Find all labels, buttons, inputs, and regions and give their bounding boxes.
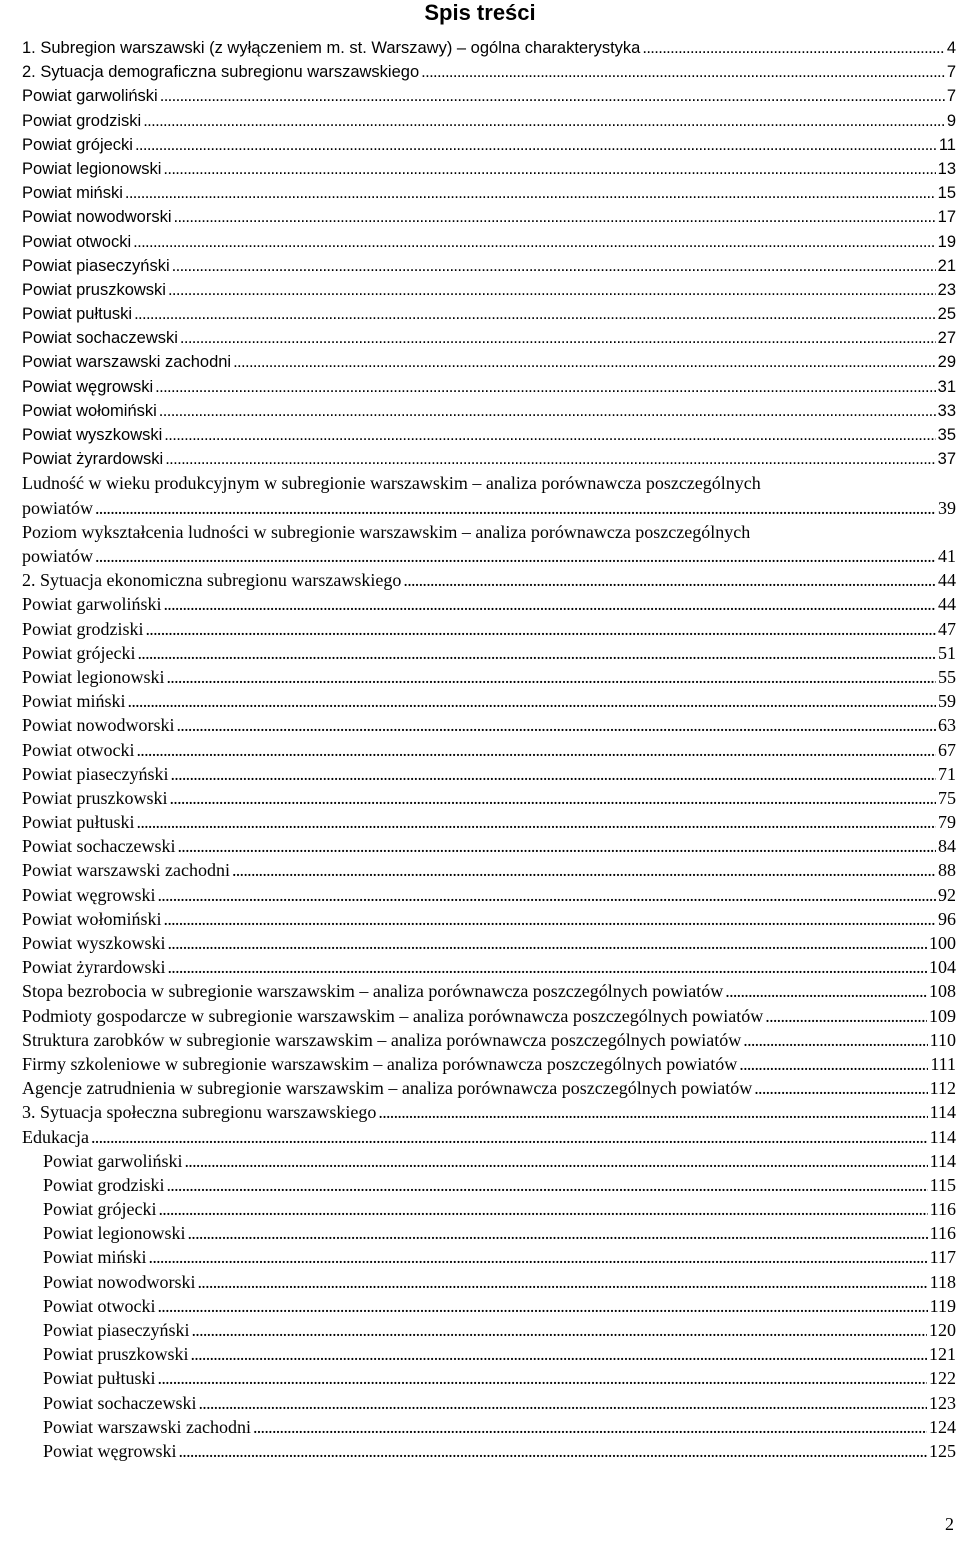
toc-entry[interactable]: [22, 979, 956, 1003]
toc-entry-page: 88: [938, 860, 956, 881]
dot-leader: [421, 60, 945, 84]
dot-leader: [725, 979, 927, 1003]
toc-entry-label: Powiat żyrardowski: [22, 957, 166, 978]
toc-entry[interactable]: [22, 1342, 956, 1366]
toc-entry-label: Powiat wyszkowski: [22, 933, 166, 953]
toc-entry[interactable]: [22, 592, 956, 616]
toc-entry-label: Struktura zarobków w subregionie warszawskim – analiza porównawcza poszczególnych powiatów: [22, 1029, 742, 1050]
dot-leader: [177, 834, 936, 858]
toc-entry-label: Powiat węgrowski: [22, 377, 154, 396]
toc-entry[interactable]: [22, 1245, 956, 1269]
dot-leader: [158, 883, 937, 907]
toc-entry[interactable]: [22, 1100, 956, 1124]
toc-entry[interactable]: [22, 786, 956, 810]
toc-entry-page: 115: [929, 1174, 956, 1195]
dot-leader: [95, 544, 936, 568]
dot-leader: [95, 496, 936, 520]
dot-leader: [91, 1125, 928, 1149]
toc-entry-page: 109: [929, 1005, 956, 1026]
toc-entry-label: Powiat pruszkowski: [22, 280, 166, 299]
dot-leader: [158, 1197, 927, 1221]
toc-entry-page: 7: [946, 87, 956, 106]
dot-leader: [137, 810, 936, 834]
toc-entry-page: 63: [938, 715, 956, 736]
toc-entry-label: Powiat garwoliński: [43, 1150, 183, 1171]
toc-entry-page: 92: [938, 884, 956, 905]
toc-entry-page: 41: [938, 545, 956, 566]
toc-entry-label: 3. Sytuacja społeczna subregionu warszawskiego: [22, 1102, 377, 1123]
page-title: Spis treści: [424, 0, 536, 25]
toc-entry-label-continued: powiatów: [22, 497, 93, 518]
toc-entry-page: 114: [929, 1102, 956, 1123]
toc-entry[interactable]: [22, 738, 956, 762]
toc-entry-label: 1. Subregion warszawski (z wyłączeniem m. st. Warszawy) – ogólna charakterystyka: [22, 39, 641, 57]
toc-entry-page: 31: [937, 377, 956, 396]
toc-entry-page: 4: [946, 39, 956, 57]
toc-entry-label-continued: powiatów: [22, 545, 93, 566]
dot-leader: [155, 375, 936, 399]
dot-leader: [149, 1245, 928, 1269]
dot-leader: [253, 1415, 927, 1439]
toc-entry[interactable]: [22, 1004, 956, 1028]
toc-entry-page: 116: [929, 1223, 956, 1244]
toc-entry[interactable]: [22, 1391, 956, 1415]
dot-leader: [165, 447, 935, 471]
toc-entry[interactable]: [22, 810, 956, 834]
toc-entry-page: 44: [938, 594, 956, 615]
toc-entry-page: 114: [929, 1150, 956, 1171]
toc-entry-page: 123: [929, 1392, 956, 1413]
toc-entry[interactable]: [22, 883, 956, 907]
dot-leader: [378, 1100, 927, 1124]
dot-leader: [164, 592, 937, 616]
toc-entry-label: Powiat garwoliński: [22, 87, 158, 106]
toc-entry[interactable]: [22, 1415, 956, 1439]
toc-entry-label: Powiat sochaczewski: [22, 836, 176, 857]
toc-entry[interactable]: [22, 36, 956, 60]
toc-entry[interactable]: [22, 447, 956, 471]
dot-leader: [403, 568, 936, 592]
toc-entry[interactable]: [22, 689, 956, 713]
toc-entry-label: Powiat pułtuski: [43, 1368, 156, 1389]
dot-leader: [179, 1439, 928, 1463]
toc-entry[interactable]: [22, 278, 956, 302]
toc-entry[interactable]: [22, 1052, 956, 1076]
dot-leader: [198, 1270, 928, 1294]
toc-entry-label: Powiat grójecki: [22, 135, 133, 154]
dot-leader: [188, 1221, 928, 1245]
dot-leader: [168, 278, 936, 302]
dot-leader: [754, 1076, 927, 1100]
toc-entry-label: Stopa bezrobocia w subregionie warszawskim – analiza porównawcza poszczególnych powiatów: [22, 981, 724, 1002]
toc-entry-label: Powiat pruszkowski: [22, 787, 168, 808]
toc-entry-page: 59: [938, 691, 956, 712]
toc-entry-label: Powiat nowodworski: [22, 715, 175, 736]
toc-entry-page: 55: [938, 666, 956, 687]
toc-entry[interactable]: [22, 1197, 956, 1221]
dot-leader: [233, 350, 936, 374]
dot-leader: [191, 1318, 927, 1342]
toc-entry[interactable]: [22, 665, 956, 689]
toc-entry-page: 23: [937, 280, 956, 299]
toc-entry-label: Powiat wołomiński: [22, 908, 162, 929]
toc-entry[interactable]: [22, 641, 956, 665]
toc-entry-label: Powiat pułtuski: [22, 305, 133, 324]
toc-entry-page: 121: [929, 1344, 956, 1365]
toc-entry-label: Powiat pruszkowski: [43, 1344, 189, 1365]
dot-leader: [137, 738, 937, 762]
toc-entry-page: 71: [938, 763, 956, 784]
toc-entry-label: Powiat warszawski zachodni: [22, 353, 232, 372]
toc-entry-page: 112: [929, 1078, 956, 1099]
dot-leader: [173, 205, 935, 229]
toc-entry[interactable]: [22, 858, 956, 882]
toc-entry[interactable]: [22, 1028, 956, 1052]
toc-entry[interactable]: [22, 713, 956, 737]
toc-entry-page: 110: [929, 1029, 956, 1050]
toc-entry-label: Poziom wykształcenia ludności w subregionie warszawskim – analiza porównawcza poszczególnych: [22, 521, 751, 542]
toc-entry[interactable]: [22, 326, 956, 350]
toc-entry[interactable]: [22, 399, 956, 423]
toc-entry[interactable]: [22, 1221, 956, 1245]
toc-entry-page: 33: [937, 401, 956, 420]
toc-entry[interactable]: [22, 157, 956, 181]
toc-entry-label: Powiat miński: [22, 691, 126, 712]
toc-entry[interactable]: [22, 1270, 956, 1294]
toc-entry-page: 124: [929, 1416, 956, 1437]
toc-entry-label: Powiat otwocki: [22, 739, 135, 760]
toc-entry-page: 96: [938, 908, 956, 929]
toc-entry-page: 7: [946, 63, 956, 82]
toc-entry-label: Powiat legionowski: [43, 1223, 186, 1244]
toc-entry[interactable]: [22, 1125, 956, 1149]
dot-leader: [177, 713, 937, 737]
toc-entry-page: 100: [929, 933, 956, 953]
dot-leader: [135, 133, 937, 157]
dot-leader: [128, 689, 936, 713]
toc-entry-label: Podmioty gospodarcze w subregionie warszawskim – analiza porównawcza poszczególnych powiatów: [22, 1005, 764, 1026]
toc-entry[interactable]: [22, 423, 956, 447]
dot-leader: [163, 157, 935, 181]
table-of-contents: [22, 36, 956, 1463]
toc-entry-page: 120: [929, 1320, 956, 1340]
dot-leader: [158, 1366, 927, 1390]
toc-entry[interactable]: [22, 762, 956, 786]
dot-leader: [167, 1173, 928, 1197]
page-number: 2: [945, 1514, 954, 1534]
toc-entry-page: 125: [929, 1440, 956, 1461]
dot-leader: [168, 931, 928, 955]
toc-entry-label: Powiat pułtuski: [22, 812, 135, 833]
toc-entry[interactable]: [22, 133, 956, 157]
toc-entry-label: Powiat legionowski: [22, 666, 165, 687]
dot-leader: [159, 399, 936, 423]
toc-entry[interactable]: [22, 84, 956, 108]
toc-entry[interactable]: [22, 834, 956, 858]
toc-entry-page: 67: [938, 739, 956, 760]
toc-entry-page: 114: [929, 1126, 956, 1147]
toc-entry-page: 118: [929, 1271, 956, 1292]
dot-leader: [164, 423, 935, 447]
dot-leader: [146, 617, 937, 641]
toc-entry[interactable]: [22, 254, 956, 278]
toc-entry-label: Powiat warszawski zachodni: [43, 1416, 251, 1437]
toc-entry-label: Powiat żyrardowski: [22, 450, 164, 469]
toc-entry[interactable]: [22, 230, 956, 254]
toc-entry[interactable]: [22, 1318, 956, 1342]
toc-entry-page: 29: [937, 353, 956, 372]
dot-leader: [137, 641, 936, 665]
toc-entry[interactable]: [22, 181, 956, 205]
toc-entry[interactable]: [22, 1149, 956, 1173]
toc-entry-label: Powiat otwocki: [43, 1295, 156, 1316]
toc-entry-page: 21: [937, 256, 956, 275]
toc-entry-page: 111: [930, 1053, 956, 1074]
toc-entry-label: Powiat sochaczewski: [43, 1392, 197, 1413]
toc-entry-label: Agencje zatrudnienia w subregionie warszawskim – analiza porównawcza poszczególnych powiatów: [22, 1078, 753, 1099]
toc-entry-label: Powiat wołomiński: [22, 401, 157, 420]
dot-leader: [765, 1004, 927, 1028]
toc-entry-label: Powiat grodziski: [22, 618, 144, 639]
toc-entry[interactable]: [22, 109, 956, 133]
toc-entry-label: Powiat piaseczyński: [22, 256, 170, 275]
dot-leader: [170, 762, 936, 786]
toc-entry-label: Edukacja: [22, 1126, 89, 1147]
toc-entry-label: Firmy szkoleniowe w subregionie warszawskim – analiza porównawcza poszczególnych powiatów: [22, 1053, 738, 1074]
dot-leader: [167, 665, 937, 689]
toc-entry[interactable]: [22, 60, 956, 84]
toc-entry-page: 84: [938, 836, 956, 857]
toc-entry-label: 2. Sytuacja demograficzna subregionu warszawskiego: [22, 63, 420, 82]
toc-entry-page: 39: [938, 497, 956, 518]
toc-entry-page: 15: [937, 184, 956, 203]
toc-entry-label: Powiat garwoliński: [22, 594, 162, 615]
toc-entry-label: Powiat nowodworski: [43, 1271, 196, 1292]
toc-entry-page: 11: [938, 135, 956, 154]
toc-entry-label: Powiat wyszkowski: [22, 426, 163, 444]
toc-entry-label: Powiat otwocki: [22, 232, 132, 251]
dot-leader: [739, 1052, 928, 1076]
toc-entry[interactable]: [22, 375, 956, 399]
dot-leader: [158, 1294, 928, 1318]
dot-leader: [191, 1342, 928, 1366]
dot-leader: [180, 326, 936, 350]
toc-entry[interactable]: [22, 1366, 956, 1390]
toc-entry-label: Ludność w wieku produkcyjnym w subregionie warszawskim – analiza porównawcza poszczególnych: [22, 473, 761, 494]
dot-leader: [170, 786, 937, 810]
toc-entry-label: Powiat grójecki: [22, 642, 136, 663]
toc-entry-page: 104: [929, 957, 956, 978]
toc-entry[interactable]: [22, 350, 956, 374]
dot-leader: [164, 907, 936, 931]
toc-entry[interactable]: [22, 568, 956, 592]
toc-entry-page: 27: [937, 329, 956, 348]
toc-entry-label: Powiat nowodworski: [22, 208, 172, 227]
toc-entry[interactable]: [22, 205, 956, 229]
toc-entry-page: 119: [929, 1295, 956, 1316]
toc-entry-label: Powiat grodziski: [22, 111, 142, 130]
dot-leader: [743, 1028, 927, 1052]
dot-leader: [198, 1391, 927, 1415]
toc-entry[interactable]: [22, 931, 956, 955]
toc-entry-page: 9: [946, 111, 956, 130]
toc-entry-label: Powiat legionowski: [22, 159, 162, 178]
toc-entry-page: 108: [929, 981, 956, 1002]
toc-entry-page: 37: [937, 450, 956, 469]
toc-entry[interactable]: [22, 617, 956, 641]
toc-entry-page: 117: [929, 1247, 956, 1268]
toc-entry-page: 75: [938, 787, 956, 808]
toc-entry-label: Powiat miński: [43, 1247, 147, 1268]
toc-entry[interactable]: [22, 302, 956, 326]
dot-leader: [185, 1149, 928, 1173]
dot-leader: [167, 955, 927, 979]
toc-entry-label: Powiat węgrowski: [43, 1440, 177, 1461]
toc-entry[interactable]: [22, 1294, 956, 1318]
dot-leader: [125, 181, 936, 205]
toc-entry-label: Powiat piaseczyński: [22, 763, 169, 784]
toc-entry[interactable]: [22, 471, 956, 519]
toc-entry-page: 13: [937, 159, 956, 178]
dot-leader: [232, 858, 936, 882]
toc-entry-page: 44: [938, 570, 956, 591]
toc-entry[interactable]: [22, 1439, 956, 1463]
toc-entry-page: 116: [929, 1199, 956, 1220]
toc-entry-label: 2. Sytuacja ekonomiczna subregionu warszawskiego: [22, 570, 402, 591]
dot-leader: [642, 36, 944, 60]
toc-entry-label: Powiat grójecki: [43, 1199, 157, 1220]
toc-entry[interactable]: [22, 1076, 956, 1100]
toc-entry-label: Powiat piaseczyński: [43, 1320, 190, 1340]
dot-leader: [134, 302, 936, 326]
toc-entry-label: Powiat grodziski: [43, 1174, 165, 1195]
toc-entry[interactable]: [22, 907, 956, 931]
toc-entry-page: 122: [929, 1368, 956, 1389]
toc-entry[interactable]: [22, 955, 956, 979]
toc-entry-label: Powiat warszawski zachodni: [22, 860, 230, 881]
toc-entry-page: 51: [938, 642, 956, 663]
toc-entry-label: Powiat węgrowski: [22, 884, 156, 905]
dot-leader: [133, 230, 936, 254]
toc-entry-page: 79: [938, 812, 956, 833]
dot-leader: [143, 109, 945, 133]
toc-entry-label: Powiat sochaczewski: [22, 329, 178, 348]
toc-entry[interactable]: [22, 1173, 956, 1197]
toc-entry-page: 25: [937, 305, 956, 324]
toc-entry-label: Powiat miński: [22, 184, 123, 203]
toc-entry-page: 35: [937, 426, 956, 444]
dot-leader: [160, 84, 945, 108]
dot-leader: [172, 254, 936, 278]
toc-entry-page: 47: [938, 618, 956, 639]
toc-entry-page: 19: [937, 232, 956, 251]
toc-entry-page: 17: [937, 208, 956, 227]
toc-entry[interactable]: [22, 520, 956, 568]
